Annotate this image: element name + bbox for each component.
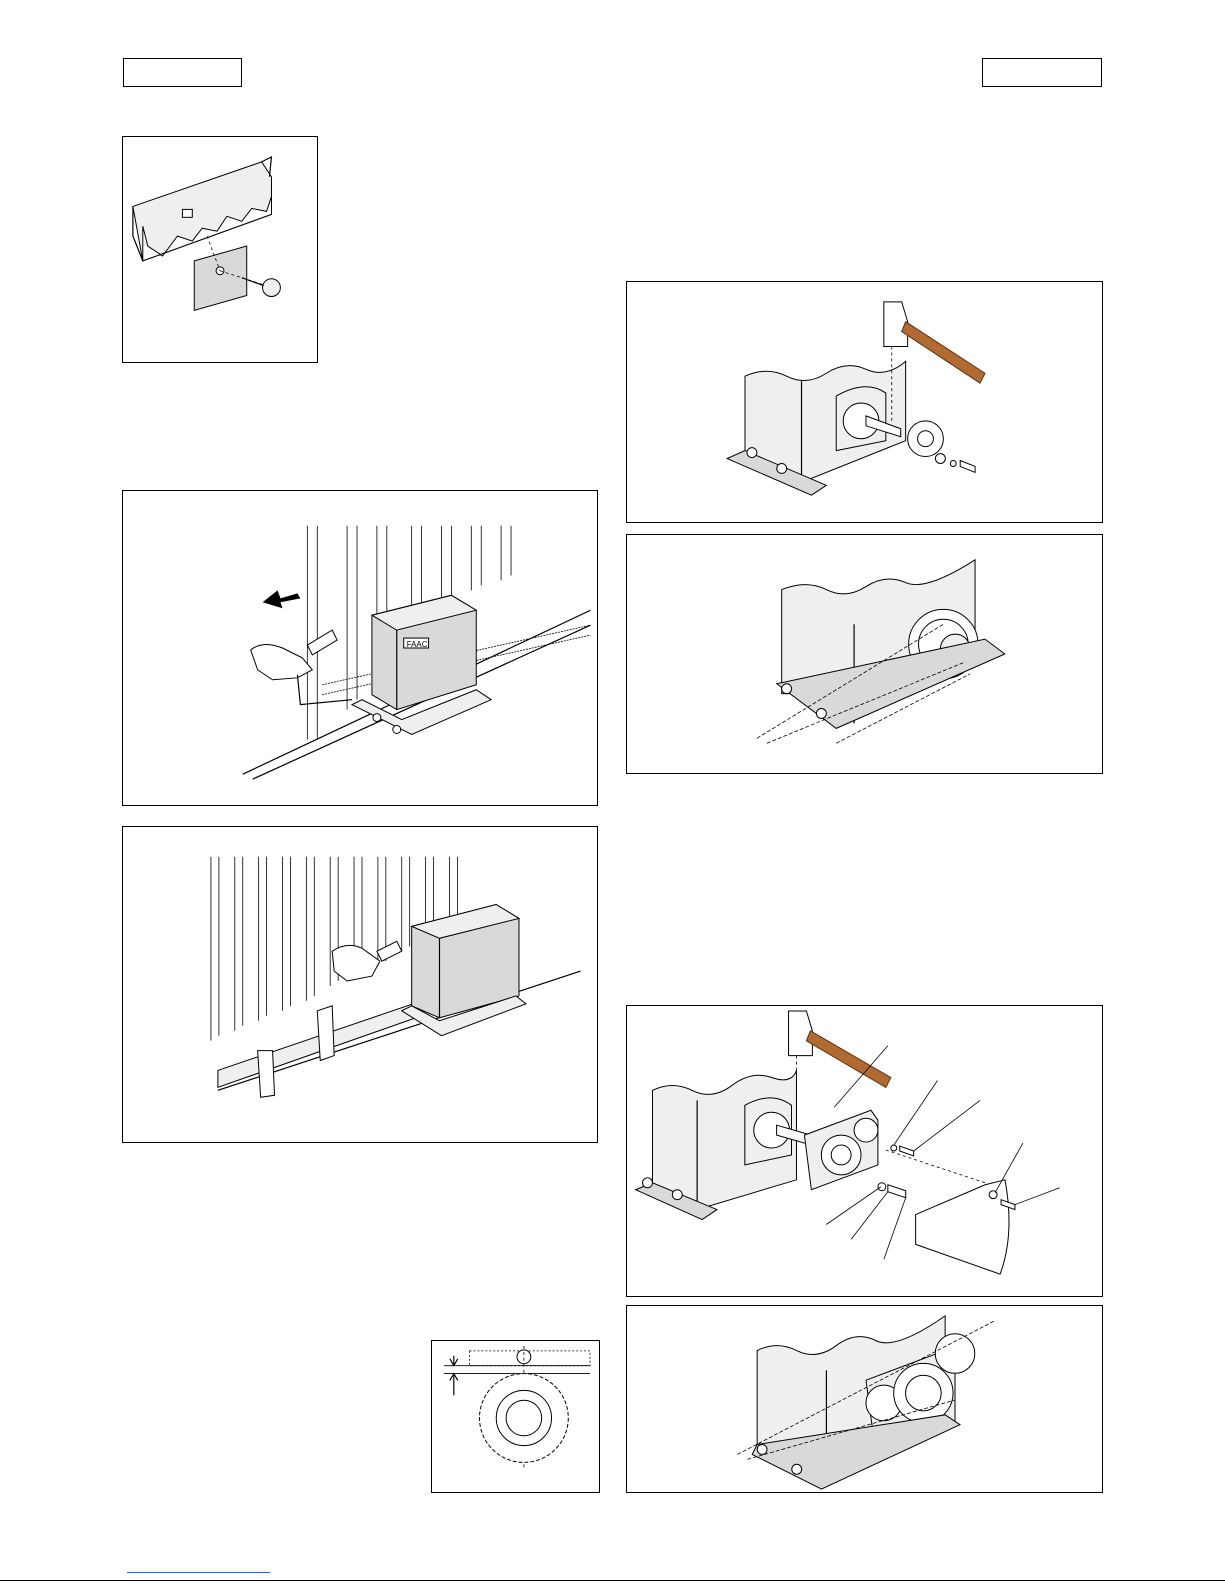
footer-rule bbox=[0, 1580, 1225, 1581]
rack-pinion-clearance-drawing bbox=[432, 1341, 599, 1492]
figure-motor-chain-transmission bbox=[626, 1305, 1103, 1493]
hammer-icon bbox=[789, 1011, 813, 1056]
rack-welding-gate-drawing bbox=[123, 491, 597, 805]
figure-rack-pinion-clearance bbox=[431, 1340, 600, 1493]
rack-welding-clamps-drawing bbox=[123, 827, 597, 1142]
figure-motor-hammer-pinion bbox=[626, 281, 1103, 523]
footer-link[interactable] bbox=[127, 1572, 270, 1573]
figure-rack-welding-gate bbox=[122, 490, 598, 806]
motor-chain-pinion-drawing bbox=[627, 535, 1102, 773]
right-page-number-box bbox=[982, 58, 1102, 87]
motor-chain-transmission-drawing bbox=[627, 1306, 1102, 1492]
figure-motor-chain-pinion bbox=[626, 534, 1103, 774]
motor-hammer-pinion-drawing bbox=[627, 282, 1102, 522]
arrow-left-icon bbox=[263, 590, 301, 608]
left-page-number-box bbox=[123, 58, 242, 87]
figure-motor-hammer-transmission-kit bbox=[626, 1005, 1103, 1297]
figure-rack-welding-clamps bbox=[122, 826, 598, 1143]
rack-plate-drawing bbox=[123, 137, 317, 362]
motor-hammer-transmission-kit-drawing bbox=[627, 1006, 1102, 1296]
figure-rack-fixing-plate bbox=[122, 136, 318, 363]
brand-label: FAAC bbox=[406, 640, 428, 650]
